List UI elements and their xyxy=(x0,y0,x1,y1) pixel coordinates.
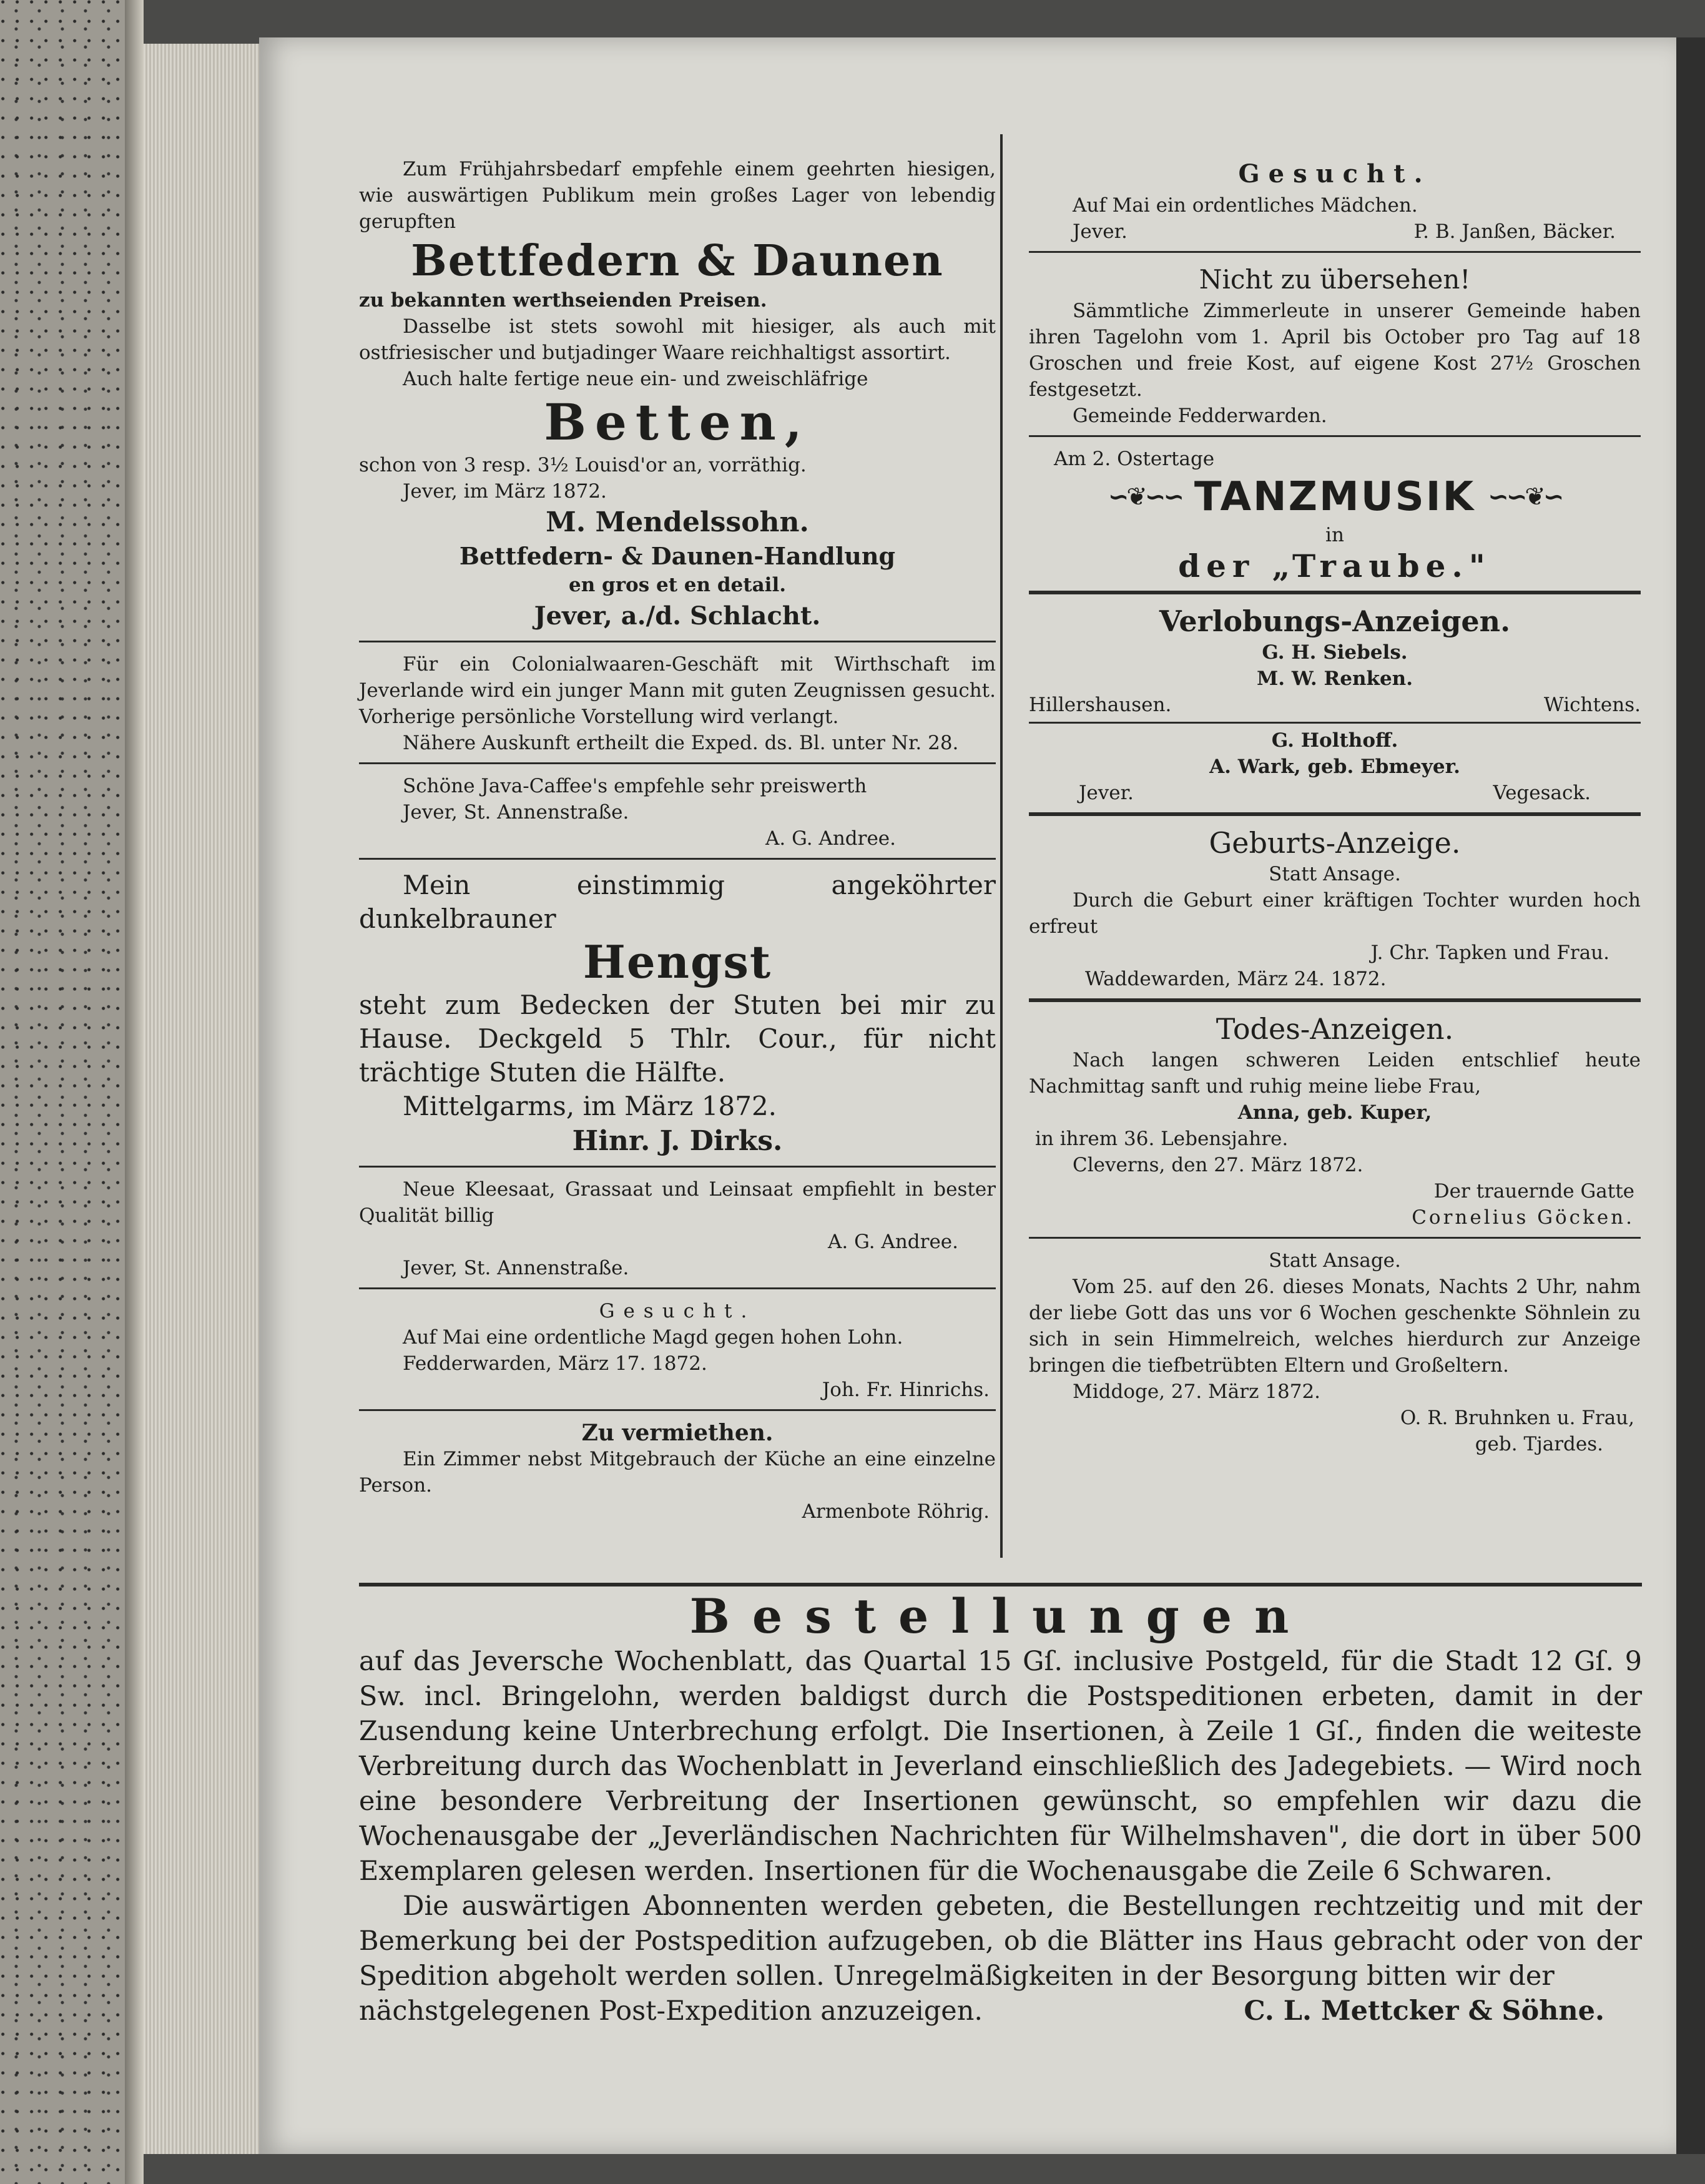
ad-firm: Bettfedern- & Daunen-Handlung xyxy=(459,542,896,570)
ad-intro: Mein einstimmig angeköhrter dunkelbrauner xyxy=(359,870,996,934)
ad-hengst xyxy=(359,868,996,1159)
ad-line: schon von 3 resp. 3½ Louisd'or an, vorräthig. xyxy=(359,454,807,476)
ad-tanzmusik xyxy=(1029,446,1641,584)
notice-paragraph: Die auswärtigen Abonnenten werden gebeten, die Bestellungen rechtzeitig und mit der Bemerkung bei der Postspedition aufzugeben, ob die Blätter ins Haus gebracht oder von der Spedition abgeholt werden sollen. Unregelmäßigkeiten in der Besorgung bitten wir der xyxy=(359,1891,1642,1992)
left-column xyxy=(359,156,996,1525)
ad-signature: Gemeinde Fedderwarden. xyxy=(1073,405,1327,427)
ad-line: zu bekannten werthseienden Preisen. xyxy=(359,289,767,312)
ad-tod-2 xyxy=(1029,1247,1641,1457)
ad-text: Nähere Auskunft ertheilt die Exped. ds. Bl. unter Nr. 28. xyxy=(403,732,959,754)
ad-verlobung xyxy=(1029,603,1641,806)
ad-kleesaat xyxy=(359,1176,996,1281)
ad-text: Durch die Geburt einer kräftigen Tochter wurden hoch erfreut xyxy=(1029,889,1641,938)
ad-zu-vermiethen xyxy=(359,1420,996,1525)
divider xyxy=(1029,591,1641,594)
right-column xyxy=(1029,156,1641,1457)
divider xyxy=(359,858,996,860)
notice-paragraph: auf das Jeversche Wochenblatt, das Quartal 15 Gſ. inclusive Postgeld, für die Stadt 12 Gſ. 9 Sw. incl. Bringelohn, werden baldigst durch die Postspeditionen erbeten, damit in der Zusendung keine Unterbrechung erfolgt. Die Insertionen, à Zeile 1 Gſ., finden die weiteste Verbreitung durch das Wochenblatt in Jeverland einschließlich des Jadegebiets. — Wird noch eine besondere Verbreitung der Insertionen gewünscht, so empfehlen wir dazu die Wochenausgabe der „Jeverländischen Nachrichten für Wilhelmshaven", die dort in über 500 Exemplaren gelesen werden. Insertionen für die Wochenausgabe die Zeile 6 Schwaren. xyxy=(359,1646,1642,1887)
ad-heading: Gesucht. xyxy=(1238,159,1432,189)
ad-text: steht zum Bedecken der Stuten bei mir zu Hause. Deckgeld 5 Thlr. Cour., für nicht trächtige Stuten die Hälfte. xyxy=(359,990,996,1088)
ad-heading: Gesucht. xyxy=(599,1300,756,1322)
ad-heading: Verlobungs-Anzeigen. xyxy=(1159,604,1511,638)
ad-heading: Nicht zu übersehen! xyxy=(1199,264,1471,295)
ad-text: Vom 25. auf den 26. dieses Monats, Nachts 2 Uhr, nahm der liebe Gott das uns vor 6 Wochen geschenkte Söhnlein zu sich in sein Himmelreich, welches hierdurch zur Anzeige bringen die tiefbetrübten Eltern und Großeltern. xyxy=(1029,1276,1641,1377)
bestellungen-notice xyxy=(359,1583,1642,2029)
ad-colonialwaaren xyxy=(359,651,996,756)
ad-subheading: Statt Ansage. xyxy=(1269,1249,1401,1272)
ornament-icon: ∽∽❦∽ xyxy=(1488,483,1562,511)
ad-text: in xyxy=(1325,524,1344,546)
divider xyxy=(359,1583,1642,1586)
ad-signature: geb. Tjardes. xyxy=(1475,1433,1603,1455)
page-stack xyxy=(144,44,262,2154)
ad-places xyxy=(1029,692,1641,718)
ad-date: Am 2. Ostertage xyxy=(1054,448,1215,470)
ad-place: Jever, im März 1872. xyxy=(403,480,607,503)
ad-tod-1 xyxy=(1029,1011,1641,1231)
notice-line: nächstgelegenen Post-Expedition anzuzeigen. xyxy=(359,1995,983,2027)
ad-signature: A. G. Andree. xyxy=(827,1231,958,1253)
ad-place: Waddewarden, März 24. 1872. xyxy=(1085,968,1387,990)
ad-text: Schöne Java-Caffee's empfehle sehr preiswerth xyxy=(403,775,867,797)
book-spine xyxy=(0,0,144,2184)
ad-name: G. Holthoff. xyxy=(1271,729,1398,752)
ad-place: Cleverns, den 27. März 1872. xyxy=(1073,1154,1364,1176)
ad-line: Dasselbe ist stets sowohl mit hiesiger, als auch mit ostfriesischer und butjadinger Waare reichhaltigst assortirt. xyxy=(359,315,996,364)
ad-text: Für ein Colonialwaaren-Geschäft mit Wirthschaft im Jeverlande wird ein junger Mann mit guten Zeugnissen gesucht. Vorherige persönliche Vorstellung wird verlangt. xyxy=(359,653,996,728)
ad-heading: Zu vermiethen. xyxy=(581,1420,774,1446)
ad-place: der „Traube." xyxy=(1178,548,1491,584)
notice-heading: Bestellungen xyxy=(689,1588,1312,1644)
ad-geburt xyxy=(1029,825,1641,992)
ad-text: Ein Zimmer nebst Mitgebrauch der Küche an eine einzelne Person. xyxy=(359,1448,996,1497)
ad-footer xyxy=(1029,219,1641,245)
column-rule xyxy=(1000,134,1003,1558)
divider xyxy=(1029,1237,1641,1239)
ad-place: Mittelgarms, im März 1872. xyxy=(403,1091,777,1121)
ad-name: G. H. Siebels. xyxy=(1262,641,1408,664)
ad-signature: Der trauernde Gatte xyxy=(1433,1180,1634,1203)
divider xyxy=(359,1166,996,1168)
ad-heading: Geburts-Anzeige. xyxy=(1209,826,1461,860)
divider xyxy=(359,762,996,764)
ad-nicht-uebersehen xyxy=(1029,262,1641,429)
divider xyxy=(1029,722,1641,724)
ad-headline-row xyxy=(1029,472,1641,522)
divider xyxy=(359,641,996,642)
notice-closing xyxy=(359,1994,1642,2029)
divider xyxy=(1029,251,1641,253)
divider xyxy=(359,1287,996,1289)
ad-headline: TANZMUSIK xyxy=(1194,474,1476,520)
ad-headline: Betten, xyxy=(544,393,811,451)
ad-places xyxy=(1029,780,1641,806)
ad-name: M. Mendelssohn. xyxy=(546,506,809,538)
ad-intro: Zum Frühjahrsbedarf empfehle einem geehrten hiesigen, wie auswärtigen Publikum mein großes Lager von lebendig gerupften xyxy=(359,158,996,233)
ad-headline: Bettfedern & Daunen xyxy=(411,236,944,286)
ad-signature: Armenbote Röhrig. xyxy=(802,1500,990,1523)
ad-signature: J. Chr. Tapken und Frau. xyxy=(1370,942,1609,964)
ad-signature: Joh. Fr. Hinrichs. xyxy=(822,1379,990,1401)
ad-place: Jever. xyxy=(1073,220,1128,243)
ad-heading: Todes-Anzeigen. xyxy=(1216,1012,1454,1046)
ad-place: Hillershausen. xyxy=(1029,694,1172,716)
ad-text: Sämmtliche Zimmerleute in unserer Gemeinde haben ihren Tagelohn vom 1. April bis October pro Tag auf 18 Groschen und freie Kost, auf eigene Kost 27½ Groschen festgesetzt. xyxy=(1029,300,1641,401)
ad-subheading: Statt Ansage. xyxy=(1269,863,1401,885)
ad-text: Neue Kleesaat, Grassaat und Leinsaat empfiehlt in bester Qualität billig xyxy=(359,1178,996,1227)
ad-signature: O. R. Bruhnken u. Frau, xyxy=(1400,1407,1634,1429)
divider xyxy=(1029,812,1641,816)
ad-place: Fedderwarden, März 17. 1872. xyxy=(403,1352,707,1375)
ad-place: Middoge, 27. März 1872. xyxy=(1073,1380,1321,1403)
ad-java-caffee xyxy=(359,773,996,852)
scan-edge xyxy=(1676,37,1705,2154)
ad-signature: Hinr. J. Dirks. xyxy=(572,1125,783,1157)
ad-address: Jever, a./d. Schlacht. xyxy=(534,601,821,631)
ad-name: M. W. Renken. xyxy=(1256,667,1413,690)
ad-place: Wichtens. xyxy=(1543,694,1641,716)
ad-signature: Cornelius Göcken. xyxy=(1412,1206,1634,1229)
ad-signature: P. B. Janßen, Bäcker. xyxy=(1413,220,1616,243)
ad-address: Jever, St. Annenstraße. xyxy=(403,801,629,824)
notice-signature: C. L. Mettcker & Söhne. xyxy=(1244,1995,1604,2027)
ad-gesucht-magd xyxy=(359,1298,996,1403)
ad-line: Auch halte fertige neue ein- und zweischläfrige xyxy=(403,368,868,390)
ad-headline: Hengst xyxy=(582,935,772,988)
ad-age: in ihrem 36. Lebensjahre. xyxy=(1035,1128,1289,1150)
ad-bettfedern xyxy=(359,156,996,634)
divider xyxy=(359,1409,996,1411)
ad-place: Vegesack. xyxy=(1493,782,1591,804)
ad-signature: A. G. Andree. xyxy=(765,827,896,850)
ad-text: Auf Mai eine ordentliche Magd gegen hohen Lohn. xyxy=(403,1326,903,1349)
ornament-icon: ∽❦∽∽ xyxy=(1108,483,1182,511)
ad-firm: en gros et en detail. xyxy=(568,574,787,596)
ad-name: A. Wark, geb. Ebmeyer. xyxy=(1209,755,1460,778)
ad-name: Anna, geb. Kuper, xyxy=(1237,1101,1432,1124)
ad-text: Auf Mai ein ordentliches Mädchen. xyxy=(1073,194,1418,217)
ad-gesucht-maedchen xyxy=(1029,156,1641,245)
ad-place: Jever. xyxy=(1079,782,1134,804)
ad-address: Jever, St. Annenstraße. xyxy=(403,1257,629,1279)
ad-text: Nach langen schweren Leiden entschlief heute Nachmittag sanft und ruhig meine liebe Frau, xyxy=(1029,1049,1641,1098)
divider xyxy=(1029,998,1641,1002)
divider xyxy=(1029,435,1641,437)
